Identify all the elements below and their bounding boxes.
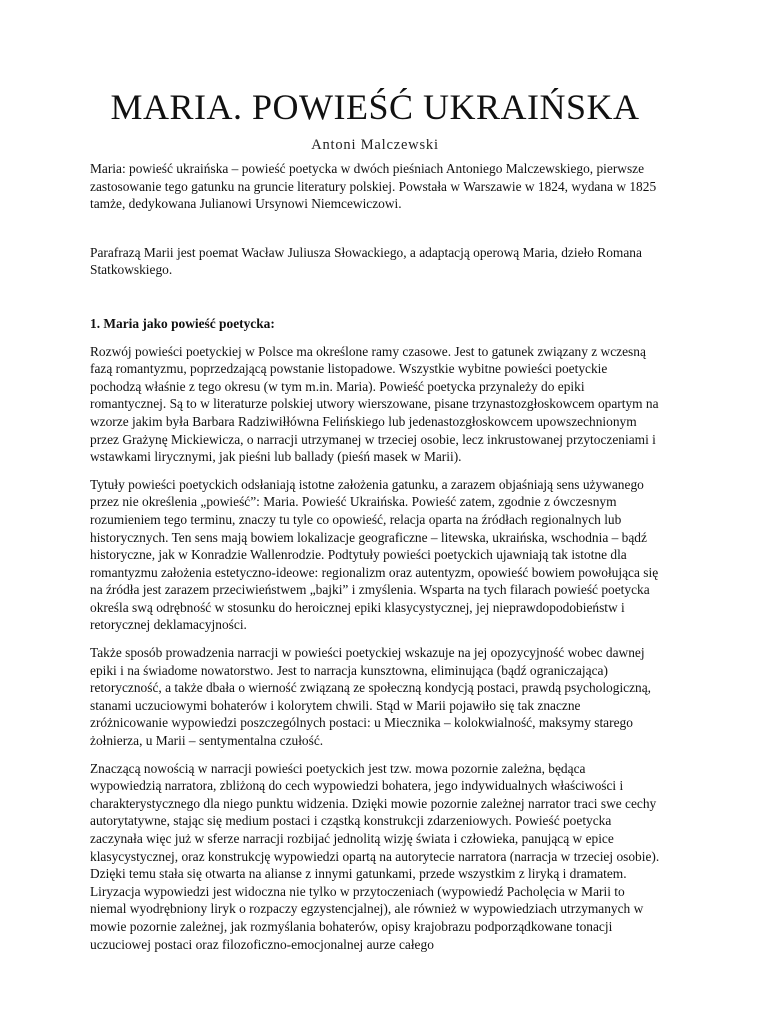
section-heading: 1. Maria jako powieść poetycka: [90,315,275,331]
document-body [90,160,660,953]
intro-paragraph: Maria: powieść ukraińska – powieść poetycka w dwóch pieśniach Antoniego Malczewskiego, pierwsze zastosowanie tego gatunku na gruncie literatury polskiej. Powstała w Warszawie w 1824, wydana w 1825 tamże, dedykowana Julianowi Ursynowi Niemcewiczowi. [90,161,657,212]
document-author: Antoni Malczewski [311,137,439,153]
document-title: MARIA. POWIEŚĆ UKRAIŃSKA [110,87,640,127]
body-paragraph: Rozwój powieści poetyckiej w Polsce ma określone ramy czasowe. Jest to gatunek związany z wczesną fazą romantyzmu, poprzedzającą powstanie listopadowe. Wszystkie wybitne powieści poetyckie pochodzą właśnie z tego okresu (w tym m.in. Maria). Powieść poetycka przynależy do epiki romantycznej. Są to w literaturze polskiej utwory wierszowane, pisane trzynastozgłoskowcem opartym na wzorze jakim była Barbara Radziwiłłówna Felińskiego lub jedenastozgłoskowcem upowszechnionym przez Grażynę Mickiewicza, o narracji utrzymanej w trzeciej osobie, lecz inkrustowanej przytoczeniami i wstawkami lirycznymi, jak pieśni lub ballady (pieśń masek w Marii). [90,343,659,465]
paraphrase-paragraph: Parafrazą Marii jest poemat Wacław Juliusza Słowackiego, a adaptacją operową Maria, dzieło Romana Statkowskiego. [90,244,642,278]
body-paragraph: Tytuły powieści poetyckich odsłaniają istotne założenia gatunku, a zarazem objaśniają sens używanego przez nie określenia „powieść”: Maria. Powieść Ukraińska. Powieść zatem, zgodnie z ówczesnym rozumieniem tego terminu, znaczy tu tyle co opowieść, relacja oparta na źródłach regionalnych lub historycznych. Ten sens mają bowiem lokalizacje geograficzne – litewska, ukraińska, wschodnia – bądź historyczne, jak w Konradzie Wallenrodzie. Podtytuły powieści poetyckich ujawniają tak istotne dla romantyzmu założenia estetyczno-ideowe: regionalizm oraz autentyzm, opowieść bowiem powołująca się na źródła jest zarazem przeciwieństwem „bajki” i zmyślenia. Wsparta na tych filarach powieść poetycka określa swą odrębność w stosunku do heroicznej epiki klasycystycznej, jej nieprawdopodobieństw i retorycznej deklamacyjności. [90,476,659,633]
body-paragraph: Znaczącą nowością w narracji powieści poetyckich jest tzw. mowa pozornie zależna, będąca wypowiedzią narratora, zbliżoną do cech wypowiedzi bohatera, jego indywidualnych właściwości i charakterystycznego dla niego punktu widzenia. Dzięki mowie pozornie zależnej narrator traci swe cechy autorytatywne, stając się medium postaci i cząstką konstrukcji zdarzeniowych. Powieść poetycka zaczynała więc już w sferze narracji rozbijać jednolitą wizję świata i człowieka, panującą w epice klasycystycznej, oraz konstrukcję wypowiedzi opartą na autorytecie narratora (narracja w trzeciej osobie). Dzięki temu stała się otwarta na alianse z innymi gatunkami, przede wszystkim z liryką i dramatem. Liryzacja wypowiedzi jest widoczna nie tylko w przytoczeniach (wypowiedź Pacholęcia w Marii to niemal wyodrębniony liryk o rozpaczy egzystencjalnej), ale również w wypowiedziach utrzymanych w mowie pozornie zależnej, jak rozmyślania bohaterów, opisy krajobrazu podporządkowane tonacji uczuciowej postaci oraz filozoficzno-emocjonalnej aurze całego [90,760,660,952]
body-paragraph: Także sposób prowadzenia narracji w powieści poetyckiej wskazuje na jej opozycyjność wobec dawnej epiki i na świadome nowatorstwo. Jest to narracja kunsztowna, eliminująca (bądź ograniczająca) retoryczność, a także dbała o wierność związaną ze społeczną kondycją postaci, prawdą psychologiczną, stanami uczuciowymi bohaterów i kolorytem chwili. Stąd w Marii pojawiło się tak znaczne zróżnicowanie wypowiedzi poszczególnych postaci: u Miecznika – kolokwialność, maksymy starego żołnierza, u Marii – sentymentalna czułość. [90,645,652,749]
